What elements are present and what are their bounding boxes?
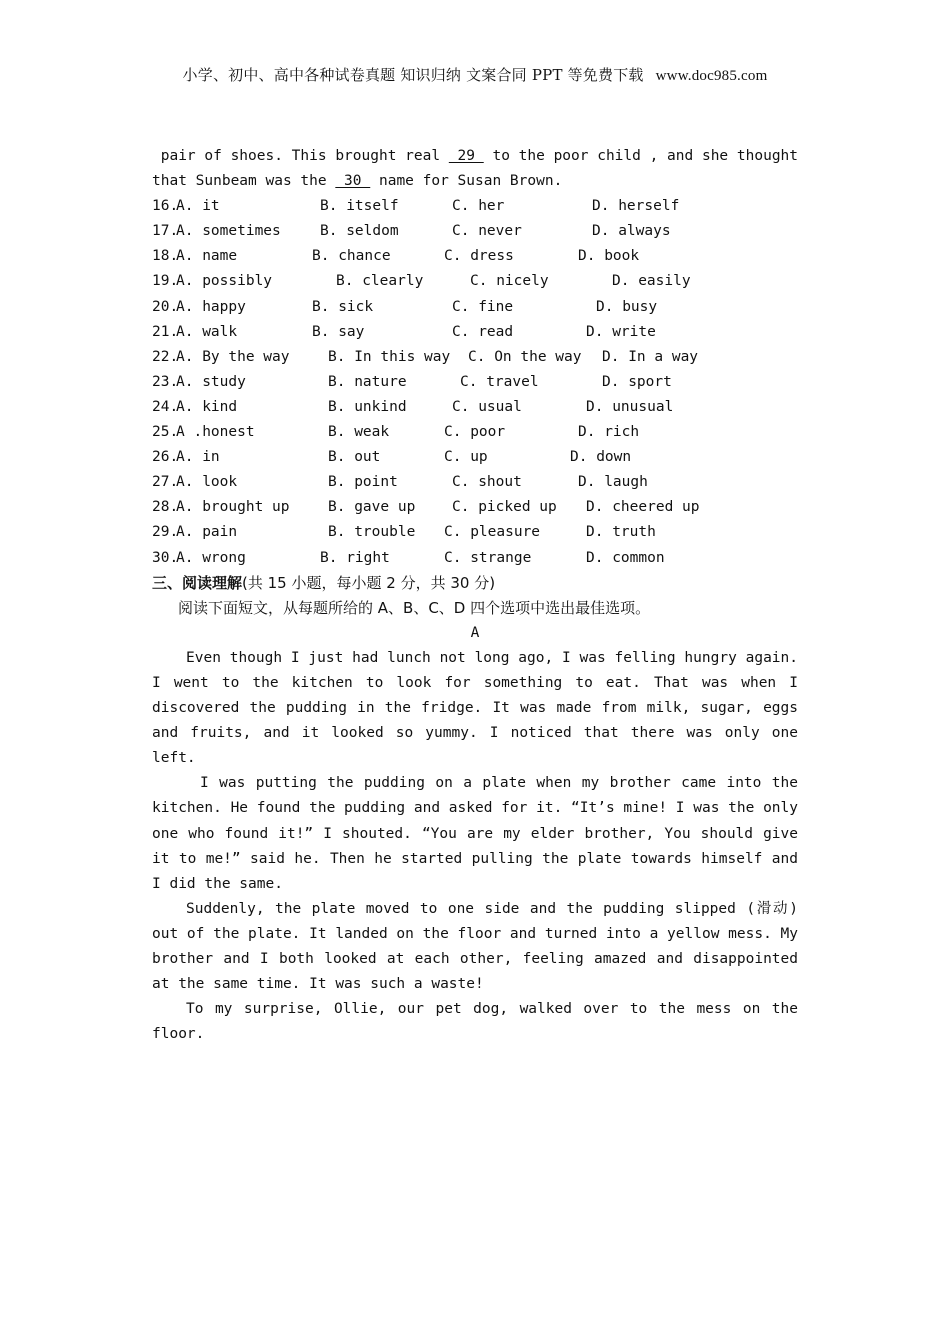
header-text: 小学、初中、高中各种试卷真题 知识归纳 文案合同 PPT 等免费下载 [182,66,644,84]
option-c: C. shout [452,474,522,491]
option-b: B. point [328,474,398,491]
option-c: C. pleasure [444,524,541,541]
question-row [152,320,798,345]
option-d: D. easily [612,273,691,290]
option-c: C. fine [452,298,514,315]
option-a: A. pain [176,524,238,541]
option-c: C. usual [452,398,522,415]
option-d: D. write [586,323,656,340]
paragraph-1: Even though I just had lunch not long ago, I was felling hungry again. I went to the kitchen to look for something to eat. That was when I discovered the pudding in the fridge. It was made from milk, sugar, eggs and fruits, and it looked so yummy. I noticed that there was only one left. [152,649,798,767]
option-b: B. unkind [328,398,407,415]
question-row [152,445,798,470]
option-a: A .honest [176,424,255,441]
section-instruction: 阅读下面短文，从每题所给的 A、B、C、D 四个选项中选出最佳选项。 [178,598,651,617]
question-number: 20. [152,298,179,315]
question-number: 28. [152,499,179,516]
option-d: D. rich [578,424,640,441]
option-d: D. common [586,549,665,566]
header-site: www.doc985.com [655,68,768,84]
question-row [152,345,798,370]
option-c: C. read [452,323,514,340]
question-number: 21. [152,323,179,340]
option-d: D. unusual [586,398,674,415]
option-c: C. travel [460,373,539,390]
option-a: A. brought up [176,499,290,516]
option-a: A. kind [176,398,238,415]
paragraph-2: I was putting the pudding on a plate when my brother came into the kitchen. He found the pudding and asked for it. “It’s mine! I was the only one who found it!” I shouted. “You are my elder brother, You should give it to me!” said he. Then he started pulling the plate towards himself and I did the same. [152,775,799,892]
option-a: A. name [176,248,238,265]
question-number: 30. [152,549,179,566]
section-title: 三、阅读理解 [152,573,243,592]
passage-a [152,646,798,1048]
question-row [152,219,798,244]
question-number: 27. [152,474,179,491]
paragraph-4: To my surprise, Ollie, our pet dog, walked over to the mess on the floor. [152,1001,798,1043]
question-row [152,370,798,395]
document-body [152,144,798,1047]
option-d: D. laugh [578,474,648,491]
option-a: A. look [176,474,238,491]
option-b: B. chance [312,248,391,265]
option-a: A. walk [176,323,238,340]
option-d: D. cheered up [586,499,700,516]
question-number: 25. [152,424,179,441]
question-row [152,520,798,545]
option-c: C. On the way [468,348,582,365]
option-c: C. never [452,223,522,240]
option-a: A. sometimes [176,223,281,240]
question-number: 24. [152,398,179,415]
option-b: B. sick [312,298,374,315]
option-b: B. itself [320,198,399,215]
option-c: C. up [444,449,488,466]
question-row [152,269,798,294]
option-c: C. picked up [452,499,557,516]
option-a: A. in [176,449,220,466]
option-d: D. herself [592,198,680,215]
option-d: D. down [570,449,632,466]
option-d: D. sport [602,373,672,390]
option-a: A. happy [176,298,246,315]
question-number: 23. [152,373,179,390]
option-a: A. study [176,373,246,390]
option-b: B. clearly [336,273,424,290]
option-b: B. trouble [328,524,416,541]
question-number: 18. [152,248,179,265]
passage-label: A [470,624,480,641]
option-c: C. her [452,198,505,215]
page-header [0,64,950,85]
option-a: A. By the way [176,348,290,365]
question-number: 29. [152,524,179,541]
section-heading [152,571,798,596]
passage-end-line-1: pair of shoes. This brought real 29 to the poor child , and she thought [152,148,798,164]
option-c: C. poor [444,424,506,441]
question-row [152,194,798,219]
option-d: D. In a way [602,348,699,365]
question-number: 22. [152,348,179,365]
option-b: B. say [312,323,365,340]
question-list [152,194,798,570]
option-b: B. In this way [328,348,451,365]
option-a: A. possibly [176,273,273,290]
question-number: 17. [152,223,179,240]
question-number: 16. [152,198,179,215]
option-b: B. seldom [320,223,399,240]
option-b: B. right [320,549,390,566]
blank-30: 30 [335,173,371,190]
question-row [152,244,798,269]
option-a: A. it [176,198,220,215]
option-d: D. always [592,223,671,240]
option-b: B. nature [328,373,407,390]
question-row [152,495,798,520]
option-d: D. truth [586,524,656,541]
question-number: 19. [152,273,179,290]
question-row [152,470,798,495]
question-row [152,395,798,420]
section-detail: (共 15 小题，每小题 2 分，共 30 分) [242,573,496,592]
paragraph-3: Suddenly, the plate moved to one side and the pudding slipped (滑动) out of the plate. It landed on the floor and turned into a yellow mess. My brother and I both looked at each other, feeling amazed and disappointed at the same time. It was such a waste! [152,900,799,993]
option-b: B. gave up [328,499,416,516]
option-d: D. book [578,248,640,265]
question-row [152,420,798,445]
option-b: B. weak [328,424,390,441]
option-c: C. nicely [470,273,549,290]
option-c: C. strange [444,549,532,566]
option-d: D. busy [596,298,658,315]
blank-29: 29 [448,148,484,164]
option-b: B. out [328,449,381,466]
question-number: 26. [152,449,179,466]
passage-end-line-2: that Sunbeam was the 30 name for Susan Brown. [152,173,563,190]
question-row [152,295,798,320]
option-c: C. dress [444,248,514,265]
question-row [152,546,798,571]
option-a: A. wrong [176,549,246,566]
